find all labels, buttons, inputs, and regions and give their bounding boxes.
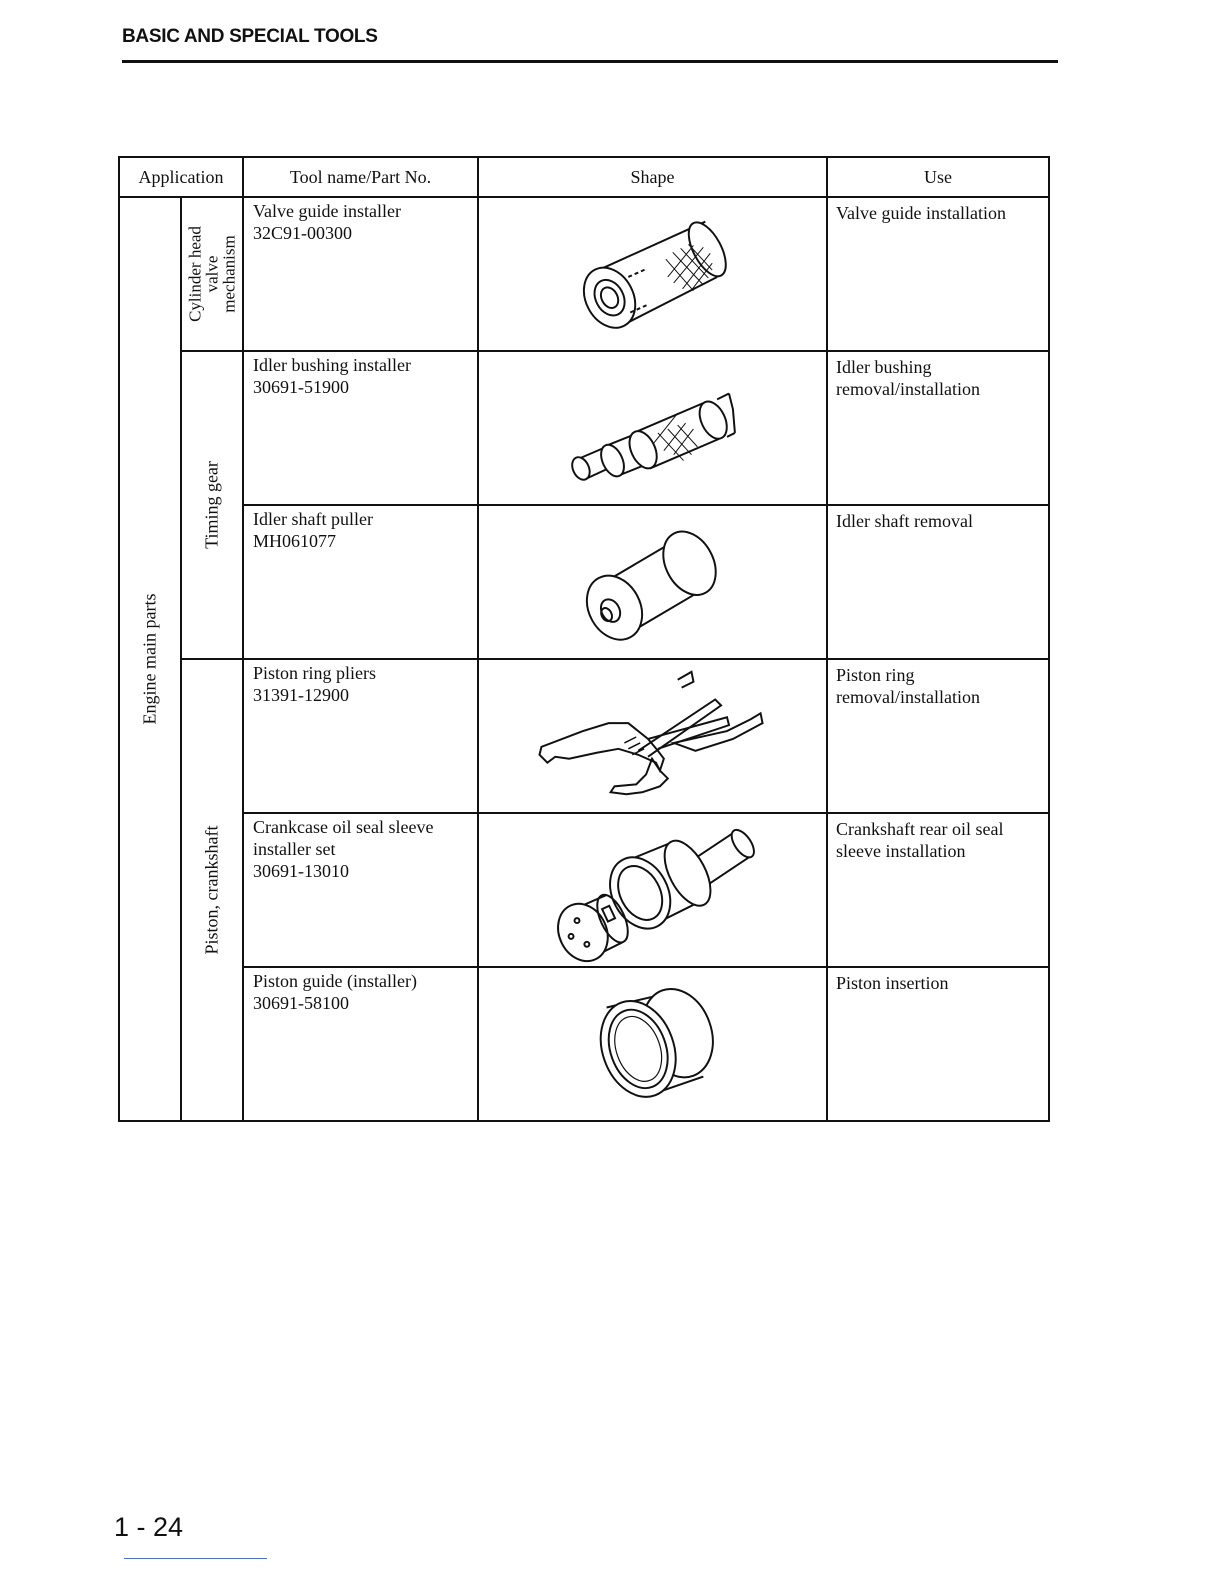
part-number: 30691-51900 [253,377,350,397]
use-text: Idler shaft removal [836,511,973,531]
tool-name-cell [243,197,478,351]
sub-group-cell-timing-gear [181,351,243,659]
part-number: 31391-12900 [253,685,350,705]
column-header-application: Application [119,157,243,197]
use-text: Piston insertion [836,973,949,993]
valve-guide-installer-icon [479,198,826,350]
use-text: Piston ring removal/installation [836,665,980,707]
column-header-shape: Shape [478,157,827,197]
part-number: 30691-58100 [253,993,350,1013]
shape-cell [478,351,827,505]
sub-group-cell-cylinder-head [181,197,243,351]
tool-name-cell [243,505,478,659]
tool-name-cell [243,659,478,813]
application-group-cell [119,197,181,1121]
table-row [119,505,1049,659]
tool-name: Idler shaft puller [253,509,373,529]
use-cell [827,197,1049,351]
table-row [119,351,1049,505]
use-cell [827,813,1049,967]
page-header-title: BASIC AND SPECIAL TOOLS [122,26,378,47]
idler-shaft-puller-icon [479,506,826,658]
shape-cell [478,967,827,1121]
page-number: 1 - 24 [114,1512,184,1542]
use-text: Crankshaft rear oil seal sleeve installation [836,819,1004,861]
tool-name: Piston guide (installer) [253,971,417,991]
shape-cell [478,659,827,813]
part-number: MH061077 [253,531,337,551]
column-header-tool-name: Tool name/Part No. [243,157,478,197]
oil-seal-sleeve-installer-icon [479,814,826,966]
use-text: Valve guide installation [836,203,1006,223]
use-cell [827,659,1049,813]
footer-rule [124,1558,267,1559]
table-header-row [119,157,1049,197]
column-header-use: Use [827,157,1049,197]
use-cell [827,505,1049,659]
application-group-label: Engine main parts [139,593,160,725]
shape-cell [478,505,827,659]
idler-bushing-installer-icon [479,352,826,504]
use-text: Idler bushing removal/installation [836,357,980,399]
shape-cell [478,813,827,967]
tool-name: Valve guide installer [253,201,401,221]
part-number: 32C91-00300 [253,223,353,243]
sub-group-label-piston-crankshaft: Piston, crankshaft [201,825,222,955]
table-row [119,813,1049,967]
use-cell [827,967,1049,1121]
shape-cell [478,197,827,351]
use-cell [827,351,1049,505]
tool-name: Piston ring pliers [253,663,377,683]
sub-group-label-timing-gear: Timing gear [201,461,222,549]
header-rule [122,60,1058,63]
table-row [119,967,1049,1121]
part-number: 30691-13010 [253,861,350,881]
tool-name-cell [243,351,478,505]
table-row [119,197,1049,351]
tool-name-cell [243,813,478,967]
table-row [119,659,1049,813]
tool-name: Crankcase oil seal sleeve installer set [253,817,434,859]
sub-group-label-cylinder-head: Cylinder head valve mechanism [185,226,239,322]
piston-guide-icon [479,968,826,1120]
special-tools-table [118,156,1050,1122]
sub-group-cell-piston-crankshaft [181,659,243,1121]
tool-name: Idler bushing installer [253,355,411,375]
tool-name-cell [243,967,478,1121]
piston-ring-pliers-icon [479,660,826,812]
